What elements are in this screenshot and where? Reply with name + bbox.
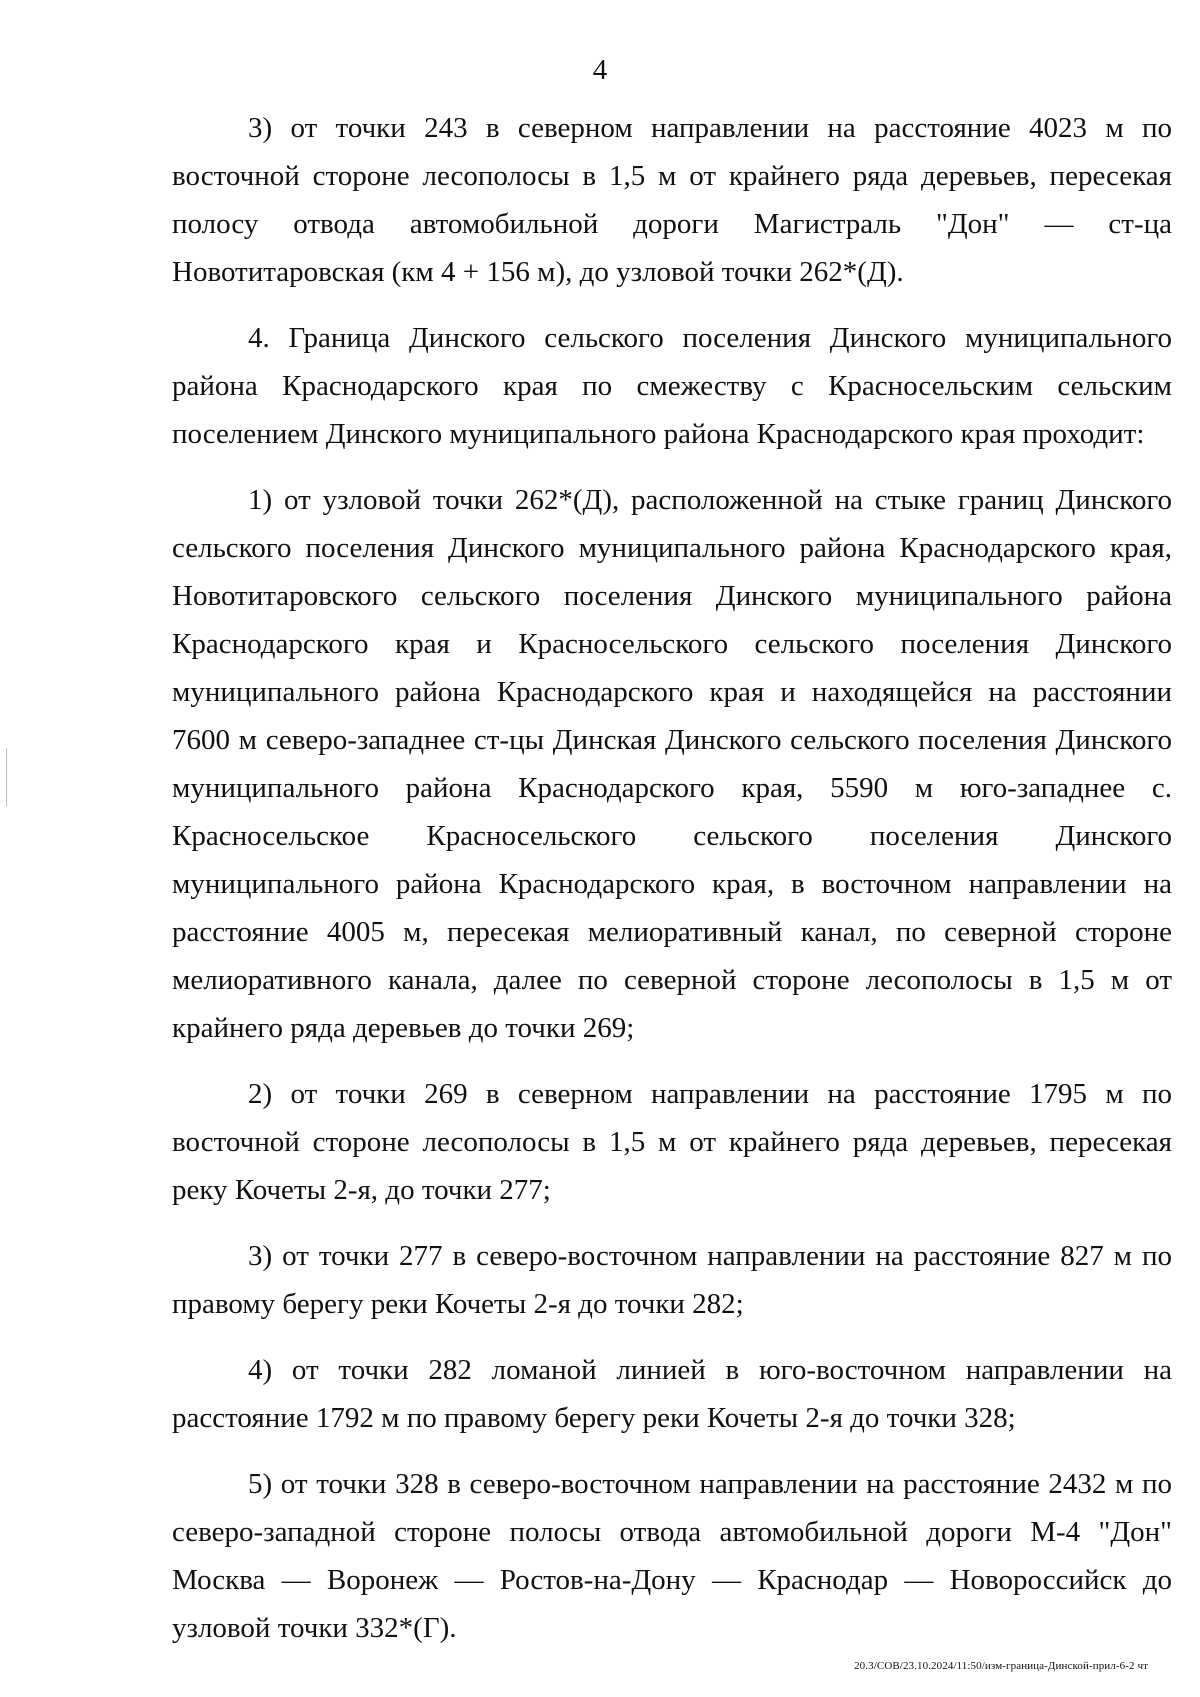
document-body [172,104,1172,1670]
page-number: 4 [592,54,608,86]
paragraph: 2) от точки 269 в северном направлении на расстояние 1795 м по восточной стороне лесополосы в 1,5 м от крайнего ряда деревьев, пересекая реку Кочеты 2-я, до точки 277; [172,1078,1172,1206]
document-footer-code: 20.3/СОВ/23.10.2024/11:50/изм-граница-Динской-прил-6-2 чт [854,1660,1148,1672]
paragraph: 3) от точки 277 в северо-восточном направлении на расстояние 827 м по правому берегу реки Кочеты 2-я до точки 282; [172,1240,1172,1320]
paragraph: 5) от точки 328 в северо-восточном направлении на расстояние 2432 м по северо-западной стороне полосы отвода автомобильной дороги М-4 "Дон" Москва — Воронеж — Ростов-на-Дону — Краснодар — Новороссийск до узловой точки 332*(Г). [172,1468,1172,1644]
scan-margin-mark [6,748,7,806]
paragraph: 3) от точки 243 в северном направлении на расстояние 4023 м по восточной стороне лесополосы в 1,5 м от крайнего ряда деревьев, пересекая полосу отвода автомобильной дороги Магистраль "Дон" — ст-ца Новотитаровская (км 4 + 156 м), до узловой точки 262*(Д). [172,112,1172,288]
paragraph: 4) от точки 282 ломаной линией в юго-восточном направлении на расстояние 1792 м по правому берегу реки Кочеты 2-я до точки 328; [172,1354,1172,1434]
paragraph: 4. Граница Динского сельского поселения Динского муниципального района Краснодарского края по смежеству с Красносельским сельским поселением Динского муниципального района Краснодарского края проходит: [172,322,1172,450]
paragraph: 1) от узловой точки 262*(Д), расположенной на стыке границ Динского сельского поселения Динского муниципального района Краснодарского края, Новотитаровского сельского поселения Динского муниципального района Краснодарского края и Красносельского сельского поселения Динского муниципального района Краснодарского края и находящейся на расстоянии 7600 м северо-западнее ст-цы Динская Динского сельского поселения Динского муниципального района Краснодарского края, 5590 м юго-западнее с. Красносельское Красносельского сельского поселения Динского муниципального района Краснодарского края, в восточном направлении на расстояние 4005 м, пересекая мелиоративный канал, по северной стороне мелиоративного канала, далее по северной стороне лесополосы в 1,5 м от крайнего ряда деревьев до точки 269; [172,484,1172,1044]
